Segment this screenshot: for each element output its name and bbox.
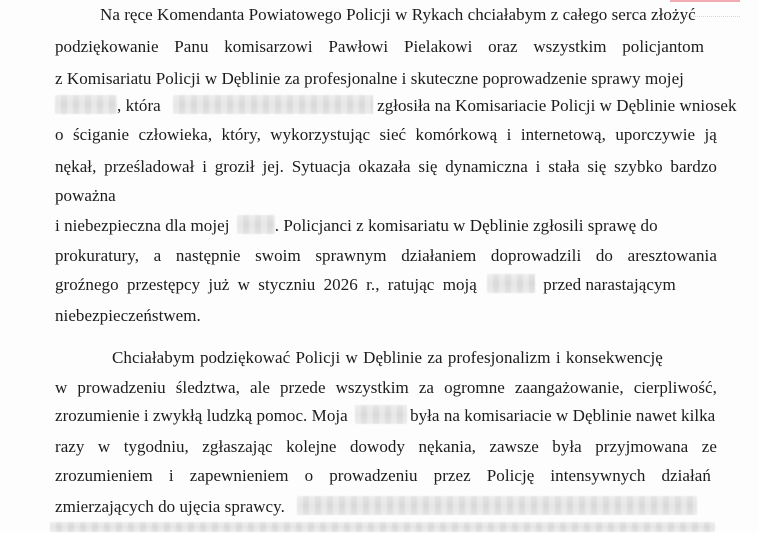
text-span: Chciałabym podziękować Policji w Dęblinie za profesjonalizm i konsekwencję <box>112 348 663 367</box>
word: uporczywie <box>615 125 696 144</box>
word: się <box>418 157 438 176</box>
text-span: była na komisariacie w Dęblinie nawet kilka <box>410 406 716 425</box>
word: człowieka, <box>138 125 213 144</box>
p2-line-4 <box>55 436 717 458</box>
word: komórkową <box>415 125 498 144</box>
word: zawsze <box>489 437 539 456</box>
word: prześladował <box>104 157 195 176</box>
word: Sytuacja <box>291 157 351 176</box>
p2-line-3 <box>55 405 715 427</box>
word: w <box>55 378 68 397</box>
word: przede <box>279 378 326 397</box>
word: podziękowanie <box>55 37 159 56</box>
redacted-block <box>355 405 407 424</box>
text-span: zmierzających do ujęcia sprawcy. <box>55 497 285 516</box>
word: śledztwa, <box>175 378 240 397</box>
p1-line-7 <box>55 185 116 207</box>
word: sieć <box>379 125 407 144</box>
word: działań <box>661 466 711 485</box>
word: Panu <box>174 37 209 56</box>
redacted-block <box>237 215 275 234</box>
text-span: Na ręce Komendanta Powiatowego Policji w Rykach chciałabym z całego serca złożyć <box>100 5 696 24</box>
word: przyjmowana <box>595 437 689 456</box>
word: zrozumieniem <box>55 466 153 485</box>
word: a <box>153 246 162 265</box>
word: się <box>587 157 607 176</box>
word: ściganie <box>72 125 130 144</box>
word: który, <box>221 125 261 144</box>
word: ją <box>704 125 717 144</box>
word: zgłaszając <box>202 437 273 456</box>
redacted-block <box>297 496 697 515</box>
p1-line-5 <box>55 124 717 146</box>
redacted-block <box>55 95 117 114</box>
word: wszystkim <box>335 378 409 397</box>
p2-line-1 <box>112 347 663 369</box>
word: oraz <box>488 37 518 56</box>
word: Policję <box>486 466 535 485</box>
word: intensywnych <box>550 466 646 485</box>
p1-line-9 <box>55 245 717 267</box>
word: nękał, <box>55 157 97 176</box>
redacted-block <box>487 274 535 293</box>
word: bardzo <box>670 157 717 176</box>
word: swoim <box>255 246 301 265</box>
word: komisarzowi <box>224 37 313 56</box>
text-span: niebezpieczeństwem. <box>55 306 201 325</box>
word: Pawłowi <box>328 37 389 56</box>
word: była <box>552 437 582 456</box>
word: ze <box>701 437 717 456</box>
p1-line-4 <box>55 95 737 117</box>
word: prowadzeniu <box>77 378 166 397</box>
word: prowadzeniu <box>329 466 418 485</box>
word: razy <box>55 437 85 456</box>
text-span: groźnego przestępcy już w styczniu 2026 r., ratując moją <box>55 275 477 294</box>
text-span: przed narastającym <box>543 275 676 294</box>
p2-line-2 <box>55 377 717 399</box>
word: szybko <box>614 157 663 176</box>
word: do <box>595 246 613 265</box>
word: zaangażowanie, <box>514 378 624 397</box>
word: za <box>418 378 435 397</box>
redacted-block <box>50 522 715 532</box>
p2-line-5 <box>55 465 711 487</box>
word: i <box>202 157 207 176</box>
word: sprawnym <box>315 246 387 265</box>
word: Pielakowi <box>403 37 473 56</box>
p1-line-3 <box>55 68 684 90</box>
word: tygodniu, <box>123 437 189 456</box>
word: prokuratury, <box>55 246 139 265</box>
word: działaniem <box>401 246 477 265</box>
p1-line-1 <box>100 4 696 26</box>
word: nękania, <box>418 437 476 456</box>
word: zapewnieniem <box>189 466 289 485</box>
word: internetową, <box>520 125 606 144</box>
text-span: zgłosiła na Komisariacie Policji w Dęblinie wniosek <box>377 96 737 115</box>
p1-line-10 <box>55 274 676 296</box>
redacted-block-partial <box>50 522 715 532</box>
word: wykorzystując <box>270 125 371 144</box>
p1-line-6 <box>55 156 717 178</box>
text-span: zrozumienie i zwykłą ludzką pomoc. Moja <box>55 406 348 425</box>
word: jej. <box>262 157 284 176</box>
word: i <box>168 466 174 485</box>
word: groził <box>214 157 255 176</box>
word: doprowadzili <box>490 246 582 265</box>
p1-line-2 <box>55 36 704 58</box>
word: aresztowania <box>627 246 717 265</box>
p1-line-11 <box>55 305 201 327</box>
text-span: poważna <box>55 186 116 205</box>
word: stała <box>548 157 580 176</box>
word: cierpliwość, <box>633 378 717 397</box>
text-span: . Policjanci z komisariatu w Dęblinie zgłosili sprawę do <box>274 216 658 235</box>
text-span: i niebezpieczna dla mojej <box>55 216 230 235</box>
word: kolejne <box>286 437 337 456</box>
text-span: , która <box>117 96 161 115</box>
word: o <box>304 466 314 485</box>
word: wszystkim <box>533 37 607 56</box>
p1-line-8 <box>55 215 658 237</box>
word: przez <box>433 466 471 485</box>
p2-line-6 <box>55 496 697 518</box>
word: i <box>535 157 541 176</box>
word: o <box>55 125 64 144</box>
word: następnie <box>175 246 241 265</box>
word: okazała <box>358 157 411 176</box>
word: w <box>97 437 111 456</box>
text-span: z Komisariatu Policji w Dęblinie za profesjonalne i skuteczne poprowadzenie sprawy mojej <box>55 69 684 88</box>
word: dynamiczna <box>445 157 528 176</box>
word: policjantom <box>622 37 704 56</box>
word: dowody <box>349 437 406 456</box>
word: ogromne <box>444 378 505 397</box>
redacted-block <box>173 95 373 114</box>
word: ale <box>249 378 270 397</box>
word: i <box>506 125 512 144</box>
